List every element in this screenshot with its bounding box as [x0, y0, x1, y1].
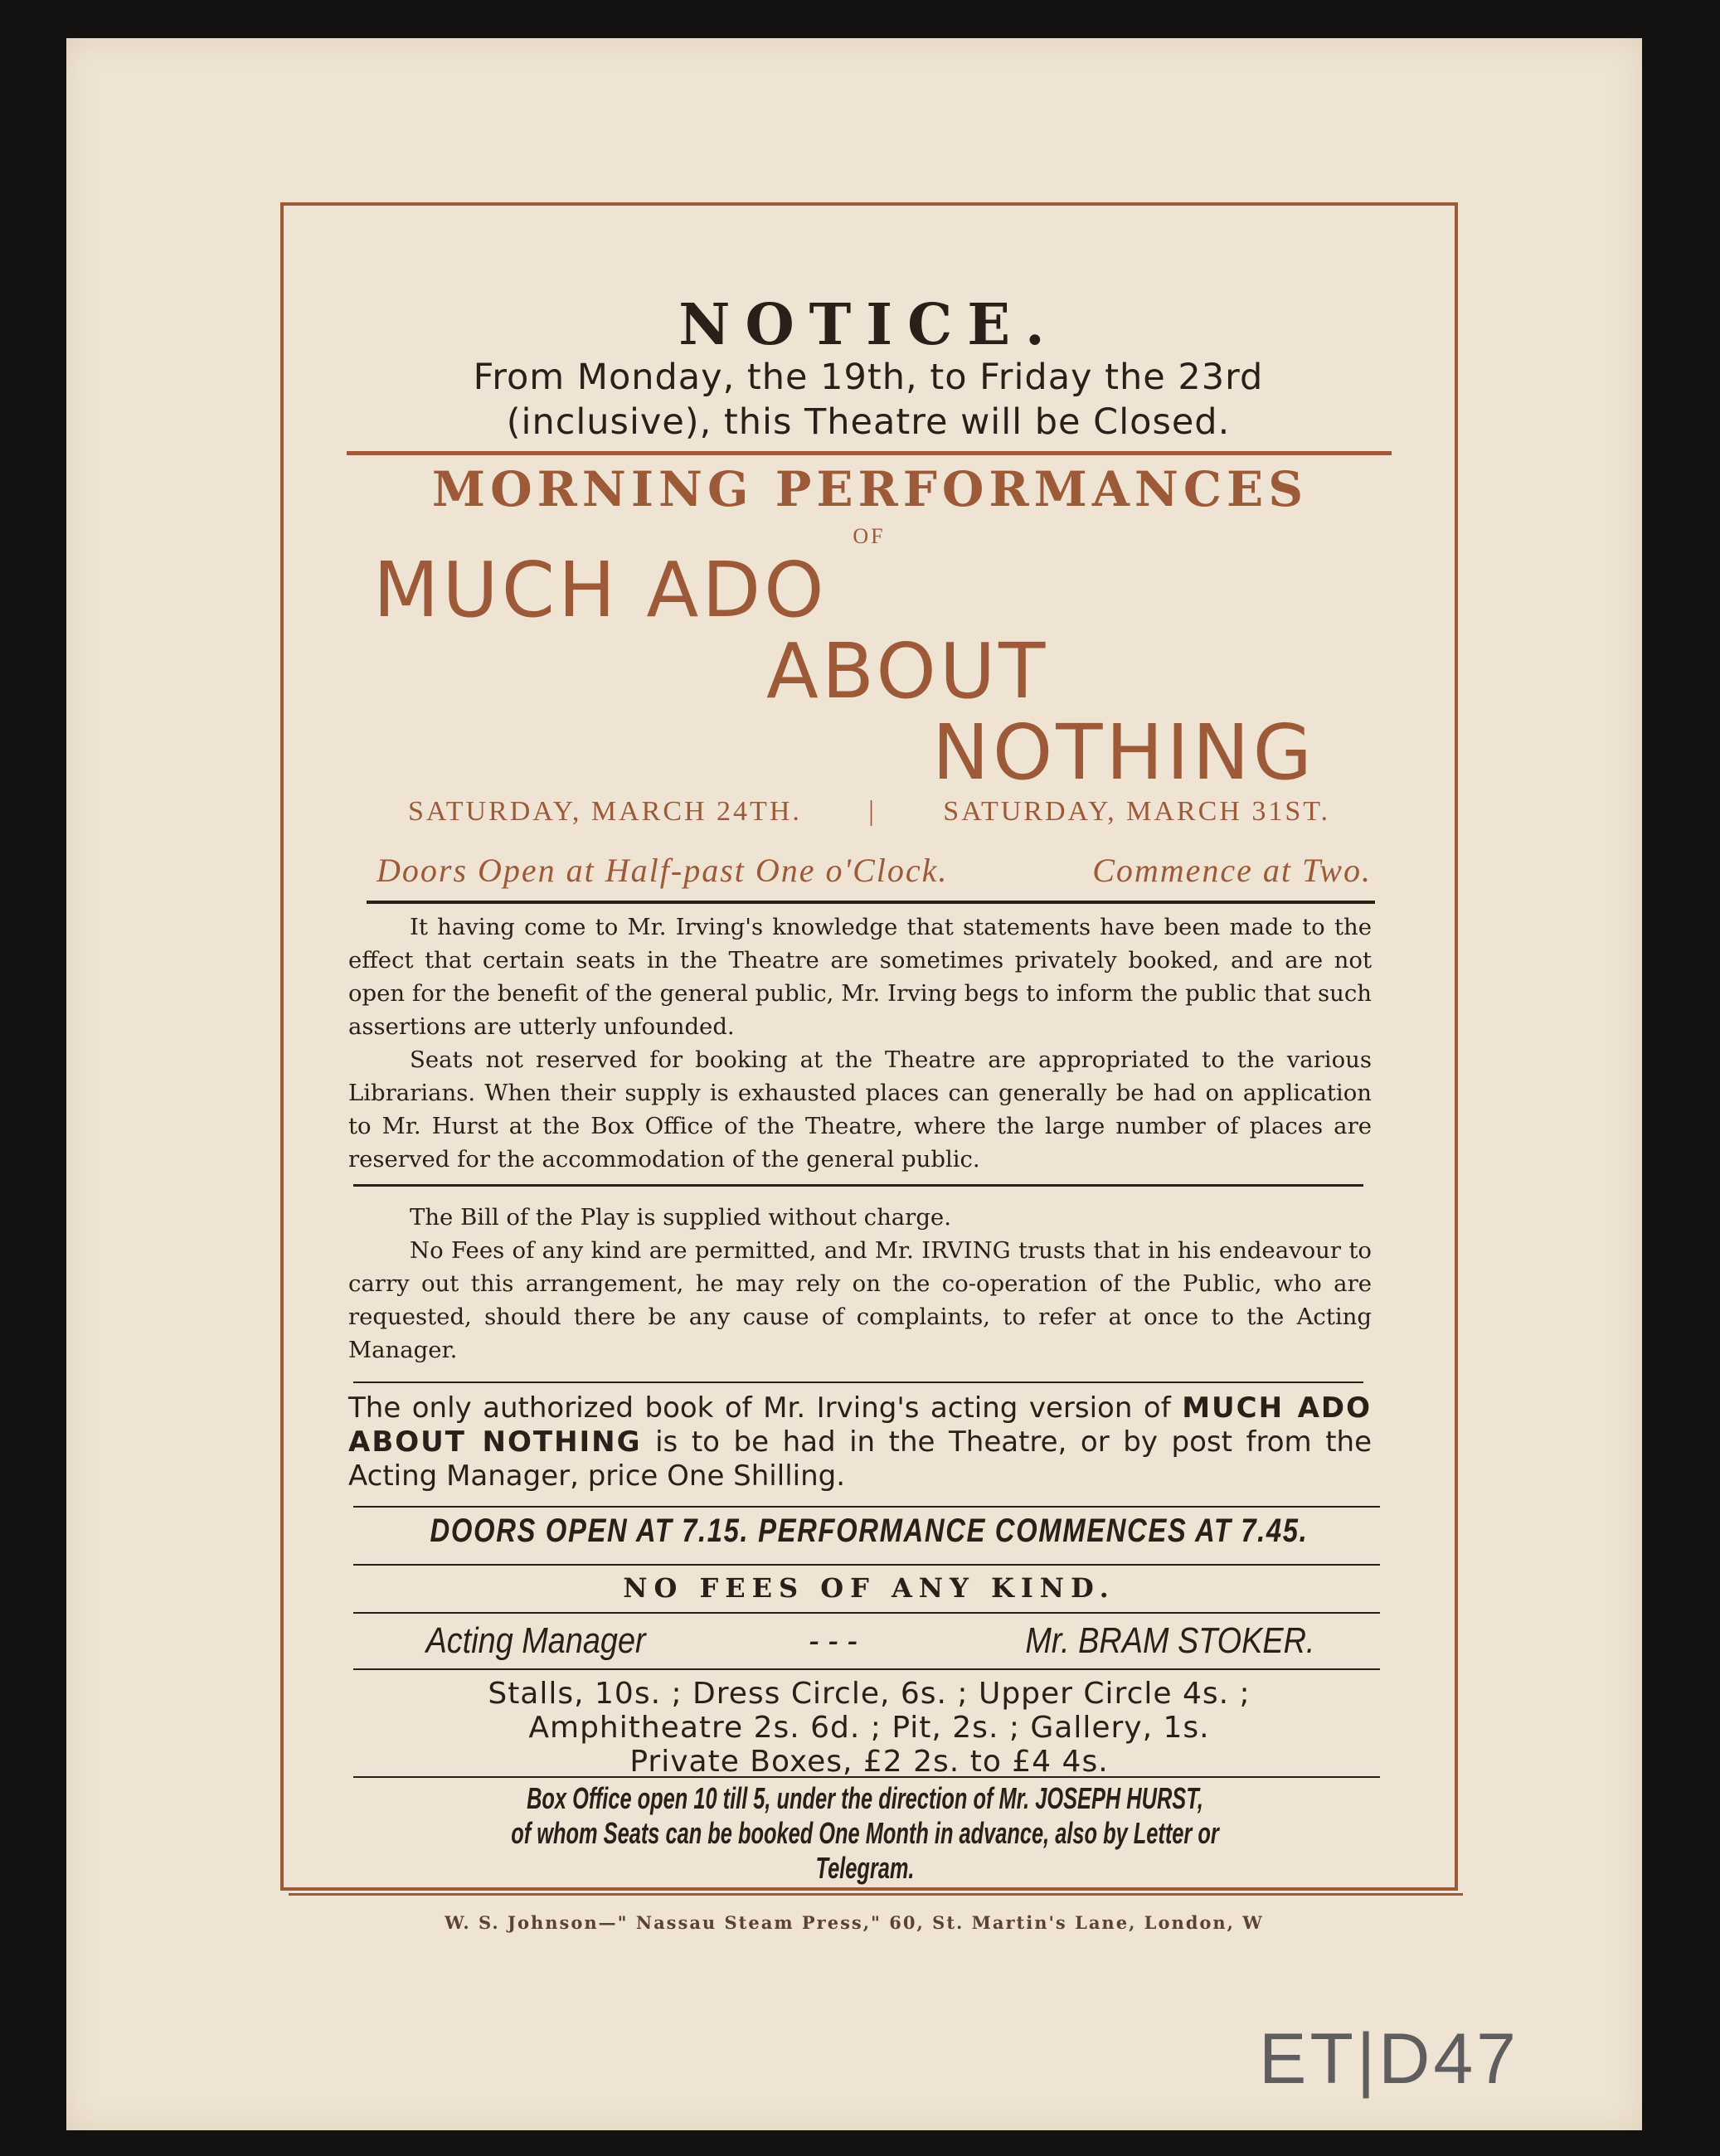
play-title-line: NOTHING	[932, 708, 1315, 797]
acting-manager-line	[408, 1620, 1339, 1662]
book-text-before: The only authorized book of Mr. Irving's acting version of	[348, 1391, 1171, 1425]
book-title: MUCH ADO ABOUT NOTHING	[348, 1391, 1373, 1459]
box-office-notice	[445, 1781, 1285, 1886]
closure-line: (inclusive), this Theatre will be Closed.	[506, 401, 1231, 443]
date-second: SATURDAY, MARCH 31ST.	[943, 796, 1330, 827]
no-fees-paragraph: No Fees of any kind are permitted, and Mr. IRVING trusts that in his endeavour to carry out this arrangement, he may rely on the co-operation of the Public, who are requested, should there be any cause of complaints, to refer at once to the Acting Manager.	[348, 1237, 1372, 1363]
box-office-line: Telegram.	[815, 1851, 915, 1885]
statement-block	[348, 910, 1372, 1176]
divider	[353, 1612, 1380, 1614]
play-title-line: MUCH ADO	[373, 546, 828, 634]
box-office-line: Box Office open 10 till 5, under the direction of Mr. JOSEPH HURST,	[527, 1781, 1203, 1815]
archive-shelfmark: ET|D47	[1259, 2019, 1519, 2099]
no-fees-banner: NO FEES OF ANY KIND.	[623, 1572, 1115, 1604]
leader-dots: - - -	[808, 1620, 858, 1661]
closure-notice	[335, 355, 1402, 444]
bordered-notice-frame	[280, 202, 1458, 1891]
divider	[353, 1776, 1380, 1778]
morning-performances-heading: MORNING PERFORMANCES	[431, 461, 1309, 517]
printer-imprint: W. S. Johnson—" Nassau Steam Press," 60, St. Martin's Lane, London, W	[445, 1912, 1264, 1933]
price-line: Amphitheatre 2s. 6d. ; Pit, 2s. ; Gallery, 1s.	[528, 1711, 1210, 1745]
date-separator: |	[868, 796, 877, 827]
playbill-sheet	[66, 38, 1642, 2130]
box-office-line: of whom Seats can be booked One Month in advance, also by Letter or	[511, 1816, 1219, 1850]
acting-version-notice	[348, 1391, 1372, 1493]
acting-manager-name: Mr. BRAM STOKER.	[1025, 1620, 1315, 1661]
play-title-line: ABOUT	[766, 627, 1049, 716]
commence-text: Commence at Two.	[1092, 852, 1372, 889]
divider	[367, 901, 1375, 904]
closure-line: From Monday, the 19th, to Friday the 23rd	[473, 357, 1264, 398]
divider	[353, 1506, 1380, 1508]
of-label: OF	[853, 524, 886, 548]
divider	[353, 1381, 1363, 1383]
notice-heading: NOTICE.	[678, 292, 1060, 358]
price-line: Stalls, 10s. ; Dress Circle, 6s. ; Upper Circle 4s. ;	[488, 1677, 1251, 1711]
book-text-after: is to be had in the Theatre, or by post from the Acting Manager, price One Shilling.	[348, 1425, 1372, 1493]
divider	[353, 1668, 1380, 1670]
divider	[353, 1184, 1363, 1187]
bill-paragraph: The Bill of the Play is supplied without charge.	[410, 1204, 951, 1231]
acting-manager-label: Acting Manager	[425, 1620, 646, 1661]
fees-block	[348, 1201, 1372, 1367]
statement-paragraph: It having come to Mr. Irving's knowledge that statements have been made to the effect that certain seats in the Theatre are sometimes privately booked, and are not open for the benefit of the general public, Mr. Irving begs to inform the public that such assertions are utterly unfounded.	[348, 914, 1372, 1040]
price-line: Private Boxes, £2 2s. to £4 4s.	[629, 1745, 1109, 1779]
divider	[353, 1564, 1380, 1566]
seat-prices	[284, 1677, 1455, 1779]
date-first: SATURDAY, MARCH 24TH.	[408, 796, 802, 827]
doors-open-text: Doors Open at Half-past One o'Clock.	[377, 852, 949, 889]
matinee-times	[377, 851, 1372, 890]
performance-dates	[408, 796, 1330, 828]
divider	[347, 451, 1392, 455]
evening-times: DOORS OPEN AT 7.15. PERFORMANCE COMMENCES AT 7.45.	[430, 1513, 1309, 1549]
statement-paragraph: Seats not reserved for booking at the Theatre are appropriated to the various Librarians. When their supply is exhausted places can generally be had on application to Mr. Hurst at the Box Office of the Theatre, where the large number of places are reserved for the accommodation of the general public.	[348, 1046, 1372, 1173]
